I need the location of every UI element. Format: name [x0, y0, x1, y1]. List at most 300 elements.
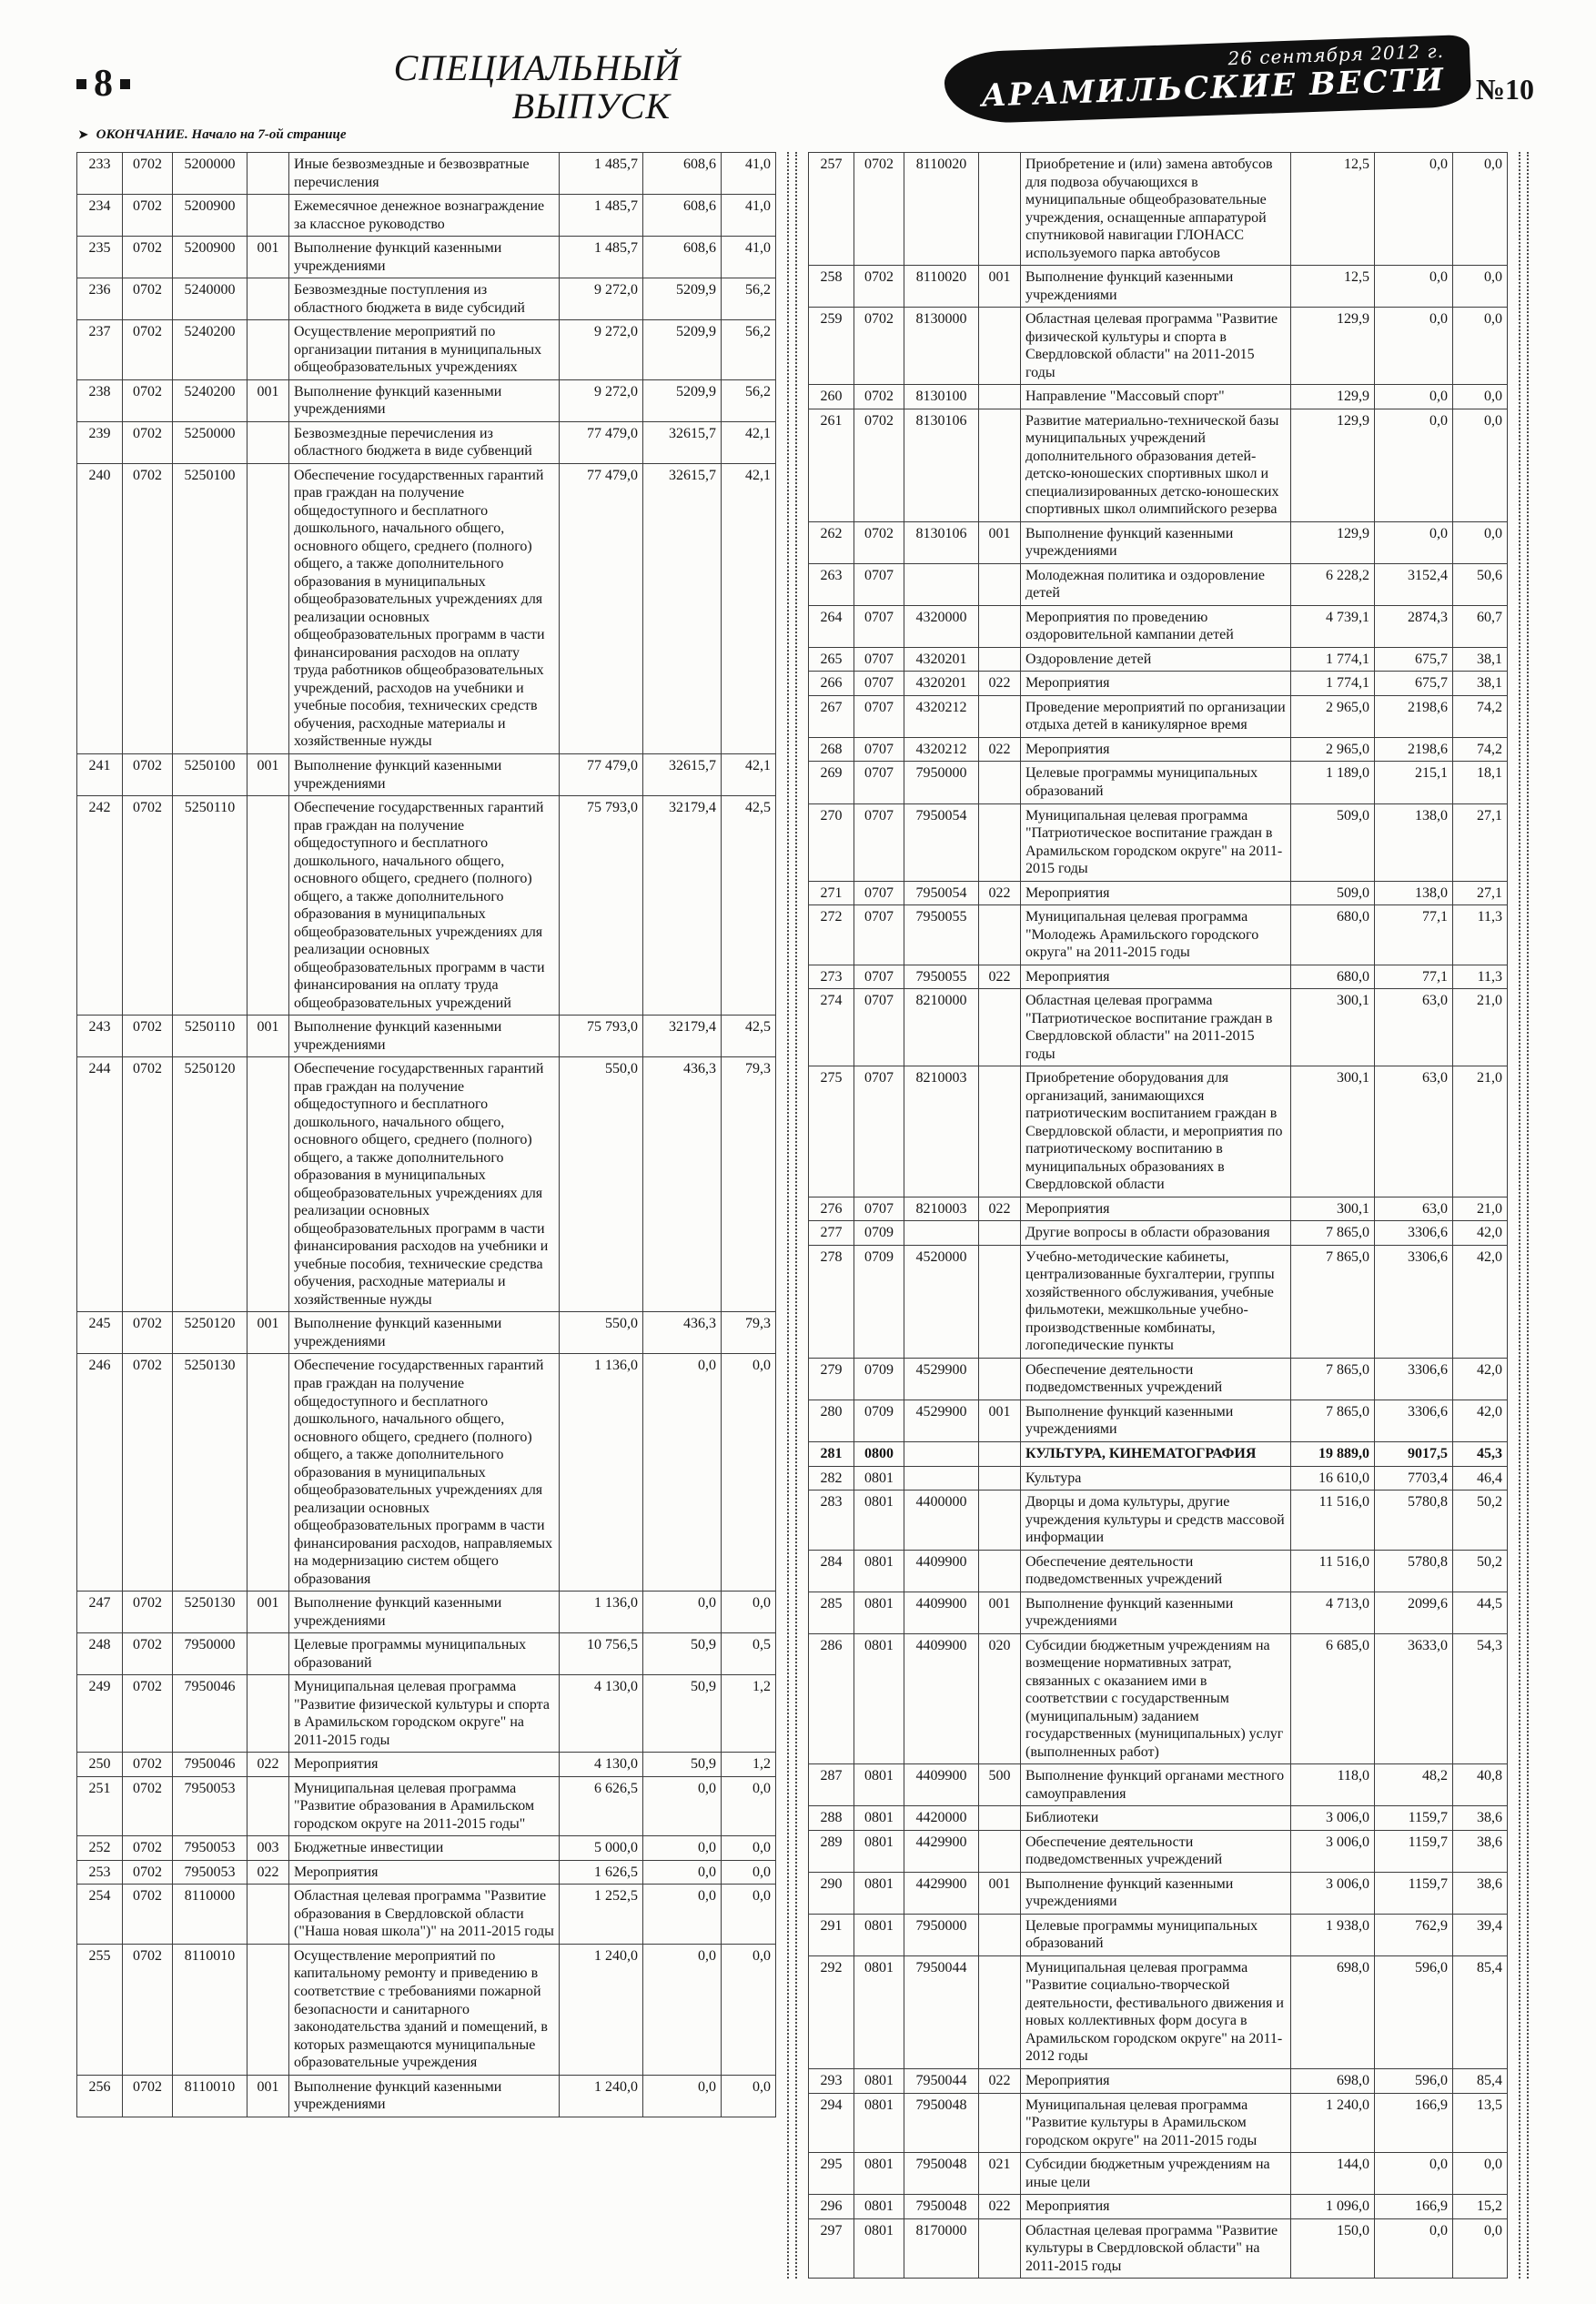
expense-name-cell: Иные безвозмездные и безвозвратные перечисления — [289, 153, 560, 195]
expense-name-cell: Выполнение функций казенными учреждениями — [289, 1592, 560, 1633]
table-row — [809, 266, 1508, 308]
target-code-cell: 5250130 — [173, 1592, 247, 1633]
row-number-cell: 265 — [809, 647, 854, 672]
section-code-cell: 0702 — [123, 421, 173, 463]
percent-value-cell: 54,3 — [1453, 1633, 1508, 1764]
table-row — [77, 195, 776, 237]
percent-value-cell: 0,0 — [1453, 385, 1508, 409]
fact-value-cell: 608,6 — [643, 195, 722, 237]
plan-value-cell: 77 479,0 — [560, 421, 643, 463]
fact-value-cell: 7703,4 — [1375, 1466, 1453, 1491]
expense-name-cell: Мероприятия — [1021, 1197, 1291, 1221]
row-number-cell: 253 — [77, 1860, 123, 1885]
percent-value-cell: 42,1 — [722, 753, 776, 795]
expense-name-cell: Направление "Массовый спорт" — [1021, 385, 1291, 409]
type-code-cell — [247, 153, 289, 195]
fact-value-cell: 0,0 — [1375, 385, 1453, 409]
expense-name-cell: Осуществление мероприятий по организации питания в муниципальных общеобразовательных учреждениях — [289, 320, 560, 380]
target-code-cell: 4400000 — [904, 1491, 979, 1551]
row-number-cell: 239 — [77, 421, 123, 463]
row-number-cell: 279 — [809, 1358, 854, 1400]
section-code-cell: 0702 — [123, 1776, 173, 1836]
fact-value-cell: 0,0 — [1375, 2153, 1453, 2195]
type-code-cell — [979, 1955, 1021, 2068]
plan-value-cell: 4 130,0 — [560, 1675, 643, 1753]
fact-value-cell: 166,9 — [1375, 2195, 1453, 2219]
table-row — [809, 563, 1508, 605]
fact-value-cell: 32615,7 — [643, 463, 722, 753]
target-code-cell: 7950048 — [904, 2153, 979, 2195]
masthead-date: 26 сентября 2012 г. — [1227, 39, 1445, 70]
table-row — [809, 1400, 1508, 1441]
expense-name-cell: Субсидии бюджетным учреждениям на иные цели — [1021, 2153, 1291, 2195]
table-row — [77, 1633, 776, 1675]
fact-value-cell: 2099,6 — [1375, 1592, 1453, 1633]
masthead-title: АРАМИЛЬСКИЕ ВЕСТИ — [980, 61, 1446, 115]
row-number-cell: 273 — [809, 965, 854, 989]
section-code-cell: 0801 — [854, 2153, 904, 2195]
issue-number: №10 — [1475, 73, 1534, 106]
plan-value-cell: 7 865,0 — [1291, 1358, 1375, 1400]
row-number-cell: 234 — [77, 195, 123, 237]
target-code-cell: 7950053 — [173, 1836, 247, 1861]
plan-value-cell: 12,5 — [1291, 153, 1375, 266]
type-code-cell — [979, 695, 1021, 737]
percent-value-cell: 1,2 — [722, 1753, 776, 1777]
fact-value-cell: 2198,6 — [1375, 737, 1453, 762]
expense-name-cell: Приобретение оборудования для организаций, занимающихся патриотическим воспитанием граждан в Свердловской области, и мероприятия по патриотическому воспитанию в муниципальных образованиях в Свердловской области — [1021, 1066, 1291, 1197]
section-code-cell: 0702 — [123, 237, 173, 278]
type-code-cell — [979, 647, 1021, 672]
section-code-cell: 0801 — [854, 1491, 904, 1551]
type-code-cell — [979, 1442, 1021, 1467]
page-number-text: 8 — [94, 63, 113, 105]
table-row — [809, 1221, 1508, 1246]
type-code-cell: 022 — [247, 1753, 289, 1777]
type-code-cell — [979, 762, 1021, 803]
target-code-cell: 4320201 — [904, 672, 979, 696]
percent-value-cell: 42,5 — [722, 1016, 776, 1057]
table-row — [77, 753, 776, 795]
type-code-cell — [979, 803, 1021, 881]
fact-value-cell: 138,0 — [1375, 803, 1453, 881]
fact-value-cell: 48,2 — [1375, 1764, 1453, 1806]
target-code-cell — [904, 563, 979, 605]
expense-name-cell: Муниципальная целевая программа "Развитие физической культуры и спорта в Арамильском городском округе" на 2011-2015 годы — [289, 1675, 560, 1753]
percent-value-cell: 45,3 — [1453, 1442, 1508, 1467]
plan-value-cell: 9 272,0 — [560, 379, 643, 421]
target-code-cell: 7950048 — [904, 2195, 979, 2219]
plan-value-cell: 19 889,0 — [1291, 1442, 1375, 1467]
percent-value-cell: 0,5 — [722, 1633, 776, 1675]
type-code-cell: 001 — [979, 266, 1021, 308]
plan-value-cell: 7 865,0 — [1291, 1221, 1375, 1246]
section-code-cell: 0702 — [854, 521, 904, 563]
section-title-line1: СПЕЦИАЛЬНЫЙ — [393, 47, 682, 88]
section-code-cell: 0702 — [123, 1312, 173, 1354]
fact-value-cell: 32615,7 — [643, 753, 722, 795]
table-row — [809, 1442, 1508, 1467]
row-number-cell: 291 — [809, 1914, 854, 1955]
section-code-cell: 0707 — [854, 737, 904, 762]
row-number-cell: 277 — [809, 1221, 854, 1246]
expense-name-cell: Обеспечение государственных гарантий прав граждан на получение общедоступного и бесплатного дошкольного, начального общего, основного общего, среднего (полного) общего, а также дополнительного образования в муниципальных общеобразовательных учреждениях для реализации основных общеобразовательных программ в части финансирования расходов на учебники и учебные пособия, технические средства обучения, расходные материалы и хозяйственные нужды — [289, 1057, 560, 1312]
type-code-cell — [247, 1776, 289, 1836]
budget-table-left — [76, 152, 776, 2117]
expense-name-cell: Областная целевая программа "Развитие культуры в Свердловской области" на 2011-2015 годы — [1021, 2218, 1291, 2279]
percent-value-cell: 0,0 — [722, 1354, 776, 1592]
plan-value-cell: 150,0 — [1291, 2218, 1375, 2279]
plan-value-cell: 144,0 — [1291, 2153, 1375, 2195]
table-row — [809, 2068, 1508, 2093]
row-number-cell: 272 — [809, 905, 854, 965]
plan-value-cell: 129,9 — [1291, 521, 1375, 563]
section-code-cell: 0702 — [123, 1885, 173, 1945]
fact-value-cell: 63,0 — [1375, 1197, 1453, 1221]
type-code-cell: 001 — [247, 1016, 289, 1057]
section-code-cell: 0801 — [854, 1872, 904, 1914]
target-code-cell: 4409900 — [904, 1764, 979, 1806]
section-code-cell: 0801 — [854, 1914, 904, 1955]
row-number-cell: 241 — [77, 753, 123, 795]
type-code-cell — [979, 1358, 1021, 1400]
expense-name-cell: Мероприятия — [1021, 672, 1291, 696]
type-code-cell — [979, 308, 1021, 385]
fact-value-cell: 1159,7 — [1375, 1830, 1453, 1872]
expense-name-cell: Обеспечение государственных гарантий прав граждан на получение общедоступного и бесплатного дошкольного, начального общего, основного общего, среднего (полного) общего, а также дополнительного образования в муниципальных общеобразовательных учреждениях для реализации основных общеобразовательных программ в части финансирования расходов, направляемых на модернизацию систем общего образования — [289, 1354, 560, 1592]
target-code-cell: 8110010 — [173, 2075, 247, 2117]
plan-value-cell: 9 272,0 — [560, 278, 643, 320]
fact-value-cell: 77,1 — [1375, 965, 1453, 989]
type-code-cell: 022 — [979, 2195, 1021, 2219]
type-code-cell: 001 — [979, 1400, 1021, 1441]
table-row — [809, 1592, 1508, 1633]
table-row — [77, 1057, 776, 1312]
table-row — [809, 1466, 1508, 1491]
type-code-cell: 001 — [247, 237, 289, 278]
target-code-cell: 4420000 — [904, 1806, 979, 1831]
fact-value-cell: 675,7 — [1375, 672, 1453, 696]
expense-name-cell: Проведение мероприятий по организации отдыха детей в каникулярное время — [1021, 695, 1291, 737]
table-row — [809, 672, 1508, 696]
row-number-cell: 297 — [809, 2218, 854, 2279]
target-code-cell: 5250120 — [173, 1312, 247, 1354]
plan-value-cell: 16 610,0 — [1291, 1466, 1375, 1491]
expense-name-cell: Муниципальная целевая программа "Патриотическое воспитание граждан в Арамильском городском округе" на 2011-2015 годы — [1021, 803, 1291, 881]
expense-name-cell: КУЛЬТУРА, КИНЕМАТОГРАФИЯ — [1021, 1442, 1291, 1467]
percent-value-cell: 0,0 — [1453, 266, 1508, 308]
fact-value-cell: 596,0 — [1375, 1955, 1453, 2068]
row-number-cell: 261 — [809, 409, 854, 521]
row-number-cell: 245 — [77, 1312, 123, 1354]
plan-value-cell: 7 865,0 — [1291, 1400, 1375, 1441]
plan-value-cell: 1 136,0 — [560, 1354, 643, 1592]
fact-value-cell: 0,0 — [643, 1860, 722, 1885]
row-number-cell: 247 — [77, 1592, 123, 1633]
section-title-line2: ВЫПУСК — [511, 86, 671, 126]
target-code-cell: 7950000 — [904, 1914, 979, 1955]
table-row — [77, 1312, 776, 1354]
target-code-cell: 7950000 — [904, 762, 979, 803]
target-code-cell: 4409900 — [904, 1550, 979, 1592]
table-row — [809, 1550, 1508, 1592]
fact-value-cell: 5209,9 — [643, 278, 722, 320]
target-code-cell: 7950000 — [173, 1633, 247, 1675]
table-row — [809, 1245, 1508, 1358]
plan-value-cell: 4 130,0 — [560, 1753, 643, 1777]
type-code-cell: 003 — [247, 1836, 289, 1861]
type-code-cell — [979, 2218, 1021, 2279]
percent-value-cell: 0,0 — [722, 2075, 776, 2117]
table-row — [809, 695, 1508, 737]
percent-value-cell: 41,0 — [722, 195, 776, 237]
column-separator — [787, 152, 797, 2279]
percent-value-cell: 40,8 — [1453, 1764, 1508, 1806]
expense-name-cell: Областная целевая программа "Развитие образования в Свердловской области ("Наша новая школа")" на 2011-2015 годы — [289, 1885, 560, 1945]
row-number-cell: 284 — [809, 1550, 854, 1592]
plan-value-cell: 509,0 — [1291, 881, 1375, 905]
type-code-cell — [979, 563, 1021, 605]
plan-value-cell: 11 516,0 — [1291, 1491, 1375, 1551]
percent-value-cell: 18,1 — [1453, 762, 1508, 803]
row-number-cell: 236 — [77, 278, 123, 320]
plan-value-cell: 1 485,7 — [560, 153, 643, 195]
plan-value-cell: 680,0 — [1291, 965, 1375, 989]
target-code-cell: 8110000 — [173, 1885, 247, 1945]
percent-value-cell: 38,1 — [1453, 672, 1508, 696]
percent-value-cell: 79,3 — [722, 1057, 776, 1312]
section-code-cell: 0801 — [854, 1830, 904, 1872]
expense-name-cell: Дворцы и дома культуры, другие учреждения культуры и средств массовой информации — [1021, 1491, 1291, 1551]
plan-value-cell: 7 865,0 — [1291, 1245, 1375, 1358]
plan-value-cell: 3 006,0 — [1291, 1806, 1375, 1831]
section-code-cell: 0801 — [854, 2068, 904, 2093]
plan-value-cell: 129,9 — [1291, 308, 1375, 385]
type-code-cell: 022 — [979, 2068, 1021, 2093]
expense-name-cell: Безвозмездные перечисления из областного бюджета в виде субвенций — [289, 421, 560, 463]
fact-value-cell: 0,0 — [1375, 2218, 1453, 2279]
table-row — [77, 1016, 776, 1057]
percent-value-cell: 0,0 — [1453, 308, 1508, 385]
plan-value-cell: 1 240,0 — [560, 1944, 643, 2075]
target-code-cell: 4320212 — [904, 695, 979, 737]
type-code-cell — [247, 796, 289, 1016]
expense-name-cell: Муниципальная целевая программа "Развитие социально-творческой деятельности, фестивального движения и новых коллективных форм досуга в Арамильском городском округе" на 2011-2012 годы — [1021, 1955, 1291, 2068]
target-code-cell: 7950055 — [904, 965, 979, 989]
percent-value-cell: 39,4 — [1453, 1914, 1508, 1955]
target-code-cell — [904, 1466, 979, 1491]
fact-value-cell: 675,7 — [1375, 647, 1453, 672]
section-code-cell: 0707 — [854, 605, 904, 647]
plan-value-cell: 9 272,0 — [560, 320, 643, 380]
section-code-cell: 0702 — [123, 1860, 173, 1885]
table-row — [77, 421, 776, 463]
continuation-note-text: ОКОНЧАНИЕ. Начало на 7-ой странице — [96, 127, 347, 142]
plan-value-cell: 509,0 — [1291, 803, 1375, 881]
expense-name-cell: Мероприятия по проведению оздоровительной кампании детей — [1021, 605, 1291, 647]
percent-value-cell: 1,2 — [722, 1675, 776, 1753]
expense-name-cell: Областная целевая программа "Патриотическое воспитание граждан в Свердловской области" на 2011-2015 годы — [1021, 989, 1291, 1066]
percent-value-cell: 38,1 — [1453, 647, 1508, 672]
expense-name-cell: Субсидии бюджетным учреждениям на возмещение нормативных затрат, связанных с оказанием ими в соответствии с государственным (муниципальным) заданием государственных (муниципальных) услуг (выполненных работ) — [1021, 1633, 1291, 1764]
row-number-cell: 238 — [77, 379, 123, 421]
plan-value-cell: 6 228,2 — [1291, 563, 1375, 605]
percent-value-cell: 42,1 — [722, 421, 776, 463]
type-code-cell: 022 — [979, 965, 1021, 989]
plan-value-cell: 6 685,0 — [1291, 1633, 1375, 1764]
expense-name-cell: Выполнение функций казенными учреждениями — [289, 1312, 560, 1354]
fact-value-cell: 0,0 — [643, 1836, 722, 1861]
expense-name-cell: Муниципальная целевая программа "Молодежь Арамильского городского округа" на 2011-2015 годы — [1021, 905, 1291, 965]
plan-value-cell: 2 965,0 — [1291, 737, 1375, 762]
table-row — [809, 308, 1508, 385]
section-code-cell: 0801 — [854, 1592, 904, 1633]
table-row — [77, 1860, 776, 1885]
section-code-cell: 0707 — [854, 1066, 904, 1197]
plan-value-cell: 680,0 — [1291, 905, 1375, 965]
plan-value-cell: 698,0 — [1291, 1955, 1375, 2068]
type-code-cell — [979, 1914, 1021, 1955]
target-code-cell: 7950053 — [173, 1860, 247, 1885]
row-number-cell: 294 — [809, 2093, 854, 2153]
plan-value-cell: 75 793,0 — [560, 1016, 643, 1057]
expense-name-cell: Мероприятия — [1021, 2195, 1291, 2219]
fact-value-cell: 32179,4 — [643, 1016, 722, 1057]
row-number-cell: 285 — [809, 1592, 854, 1633]
row-number-cell: 243 — [77, 1016, 123, 1057]
section-code-cell: 0709 — [854, 1400, 904, 1441]
percent-value-cell: 0,0 — [1453, 521, 1508, 563]
type-code-cell: 001 — [979, 521, 1021, 563]
target-code-cell: 4409900 — [904, 1592, 979, 1633]
table-row — [809, 2153, 1508, 2195]
row-number-cell: 274 — [809, 989, 854, 1066]
section-code-cell: 0702 — [123, 1016, 173, 1057]
target-code-cell: 5250130 — [173, 1354, 247, 1592]
section-code-cell: 0801 — [854, 2195, 904, 2219]
type-code-cell — [979, 409, 1021, 521]
percent-value-cell: 0,0 — [1453, 153, 1508, 266]
target-code-cell — [904, 1442, 979, 1467]
type-code-cell: 001 — [247, 379, 289, 421]
target-code-cell: 5200000 — [173, 153, 247, 195]
section-code-cell: 0707 — [854, 965, 904, 989]
expense-name-cell: Обеспечение деятельности подведомственных учреждений — [1021, 1358, 1291, 1400]
fact-value-cell: 77,1 — [1375, 905, 1453, 965]
row-number-cell: 262 — [809, 521, 854, 563]
type-code-cell: 001 — [247, 753, 289, 795]
expense-name-cell: Обеспечение деятельности подведомственных учреждений — [1021, 1550, 1291, 1592]
expense-name-cell: Муниципальная целевая программа "Развитие образования в Арамильском городском округе на 2011-2015 годы" — [289, 1776, 560, 1836]
table-row — [77, 796, 776, 1016]
expense-name-cell: Бюджетные инвестиции — [289, 1836, 560, 1861]
table-row — [809, 1633, 1508, 1764]
percent-value-cell: 0,0 — [722, 1944, 776, 2075]
table-row — [809, 1764, 1508, 1806]
table-row — [77, 1836, 776, 1861]
percent-value-cell: 56,2 — [722, 320, 776, 380]
table-row — [77, 320, 776, 380]
target-code-cell: 4429900 — [904, 1830, 979, 1872]
plan-value-cell: 1 240,0 — [1291, 2093, 1375, 2153]
expense-name-cell: Мероприятия — [1021, 2068, 1291, 2093]
square-marker-icon — [120, 79, 130, 89]
expense-name-cell: Библиотеки — [1021, 1806, 1291, 1831]
fact-value-cell: 608,6 — [643, 237, 722, 278]
fact-value-cell: 5780,8 — [1375, 1550, 1453, 1592]
plan-value-cell: 300,1 — [1291, 989, 1375, 1066]
section-code-cell: 0702 — [123, 1592, 173, 1633]
section-code-cell: 0702 — [123, 1057, 173, 1312]
section-code-cell: 0707 — [854, 905, 904, 965]
expense-name-cell: Выполнение функций казенными учреждениями — [1021, 1400, 1291, 1441]
target-code-cell: 7950054 — [904, 881, 979, 905]
plan-value-cell: 129,9 — [1291, 385, 1375, 409]
section-code-cell: 0702 — [123, 195, 173, 237]
masthead-banner — [944, 35, 1471, 125]
target-code-cell: 7950046 — [173, 1753, 247, 1777]
fact-value-cell: 762,9 — [1375, 1914, 1453, 1955]
type-code-cell: 022 — [979, 737, 1021, 762]
budget-table-right — [808, 152, 1508, 2279]
expense-name-cell: Выполнение функций казенными учреждениями — [1021, 1872, 1291, 1914]
table-row — [809, 989, 1508, 1066]
table-row — [77, 379, 776, 421]
plan-value-cell: 550,0 — [560, 1057, 643, 1312]
percent-value-cell: 0,0 — [1453, 2153, 1508, 2195]
expense-name-cell: Выполнение функций казенными учреждениями — [1021, 521, 1291, 563]
type-code-cell — [979, 2093, 1021, 2153]
expense-name-cell: Выполнение функций казенными учреждениями — [1021, 1592, 1291, 1633]
fact-value-cell: 5209,9 — [643, 379, 722, 421]
section-code-cell: 0702 — [123, 1633, 173, 1675]
section-title — [394, 49, 682, 126]
expense-name-cell: Выполнение функций казенными учреждениями — [289, 379, 560, 421]
fact-value-cell: 63,0 — [1375, 1066, 1453, 1197]
fact-value-cell: 50,9 — [643, 1753, 722, 1777]
section-code-cell: 0709 — [854, 1221, 904, 1246]
table-row — [809, 605, 1508, 647]
row-number-cell: 254 — [77, 1885, 123, 1945]
table-row — [77, 1776, 776, 1836]
expense-name-cell: Выполнение функций казенными учреждениями — [289, 1016, 560, 1057]
percent-value-cell: 0,0 — [722, 1776, 776, 1836]
type-code-cell — [247, 195, 289, 237]
fact-value-cell: 5209,9 — [643, 320, 722, 380]
target-code-cell: 8130100 — [904, 385, 979, 409]
target-code-cell: 5250100 — [173, 753, 247, 795]
table-row — [809, 1830, 1508, 1872]
row-number-cell: 233 — [77, 153, 123, 195]
plan-value-cell: 4 739,1 — [1291, 605, 1375, 647]
type-code-cell: 001 — [247, 1312, 289, 1354]
row-number-cell: 246 — [77, 1354, 123, 1592]
table-row — [77, 463, 776, 753]
percent-value-cell: 42,0 — [1453, 1358, 1508, 1400]
section-code-cell: 0707 — [854, 695, 904, 737]
section-code-cell: 0709 — [854, 1358, 904, 1400]
expense-name-cell: Безвозмездные поступления из областного бюджета в виде субсидий — [289, 278, 560, 320]
target-code-cell: 8110020 — [904, 153, 979, 266]
table-row — [809, 803, 1508, 881]
fact-value-cell: 9017,5 — [1375, 1442, 1453, 1467]
expense-name-cell: Мероприятия — [289, 1753, 560, 1777]
expense-name-cell: Учебно-методические кабинеты, централизованные бухгалтерии, группы хозяйственного обслуживания, учебные фильмотеки, межшкольные учебно-производственные комбинаты, логопедические пункты — [1021, 1245, 1291, 1358]
type-code-cell — [979, 1066, 1021, 1197]
type-code-cell — [979, 1466, 1021, 1491]
target-code-cell: 7950055 — [904, 905, 979, 965]
type-code-cell — [247, 278, 289, 320]
